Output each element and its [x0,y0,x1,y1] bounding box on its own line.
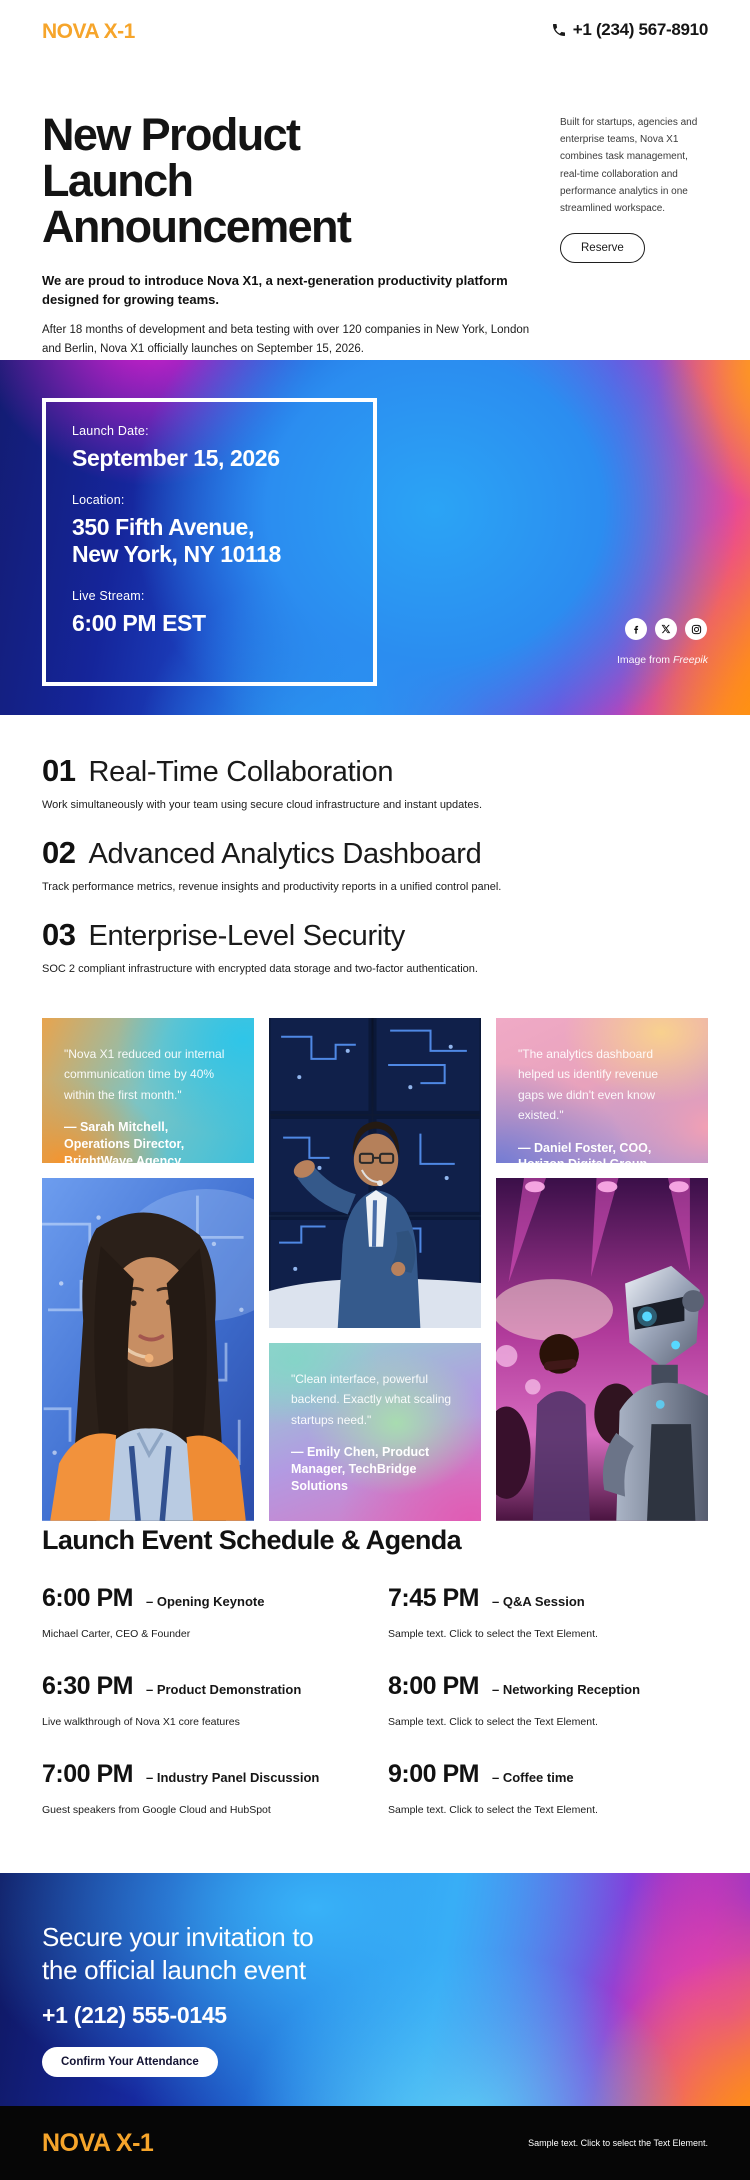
feature-1-number: 01 [42,753,76,788]
feature-3-description: SOC 2 compliant infrastructure with encrypted data storage and two-factor authentication. [42,963,478,975]
reserve-button[interactable]: Reserve [560,233,645,263]
social-links [625,618,707,640]
footer-note: Sample text. Click to select the Text Element. [528,2138,708,2148]
cta-title-line-2: the official launch event [42,1955,306,1986]
feature-1-title: Real-Time Collaboration [88,756,394,788]
schedule-time: 6:00 PM [42,1584,133,1612]
feature-3-number: 03 [42,917,76,952]
image-credit-prefix: Image from [616,654,671,666]
schedule-description: Sample text. Click to select the Text Element. [388,1804,598,1816]
schedule-description: Guest speakers from Google Cloud and HubSpot [42,1804,271,1816]
cta-section [0,1873,750,2106]
schedule-label: – Opening Keynote [145,1594,265,1609]
schedule-item-product-demo [42,1672,362,1728]
location-value [72,514,347,569]
image-credit-brand-link[interactable]: Freepik [672,654,708,666]
hero-left-column [42,109,547,360]
feature-3-title: Enterprise-Level Security [88,920,405,952]
gallery-section [0,1018,750,1492]
hero-lead: We are proud to introduce Nova X1, a next-generation productivity platform designed for growing teams. [42,272,508,307]
header [0,0,750,60]
schedule-section [0,1492,750,1873]
cta-title-line-1: Secure your invitation to [42,1922,314,1952]
instagram-link[interactable] [685,618,707,640]
schedule-label: – Coffee time [491,1770,574,1785]
testimonial-card-daniel [496,1018,708,1172]
launch-info-box [42,398,377,686]
cta-title [42,1921,708,1988]
schedule-label: – Q&A Session [491,1594,585,1609]
page-title-line-1: New Product [42,109,300,160]
x-icon [661,624,671,634]
x-link[interactable] [655,618,677,640]
photo-robot-launch-party [496,1178,708,1521]
header-phone-number: +1 (234) 567-8910 [572,20,708,39]
feature-2-number: 02 [42,835,76,870]
feature-1-heading [42,753,708,789]
testimonial-card-sarah [42,1018,254,1168]
livestream-value: 6:00 PM EST [72,609,206,636]
schedule-grid [42,1584,708,1816]
facebook-link[interactable] [625,618,647,640]
brand-logo: NOVA X-1 [42,20,135,43]
testimonial-quote: "Clean interface, powerful backend. Exactly what scaling startups need." [291,1372,452,1427]
feature-2-description: Track performance metrics, revenue insights and productivity reports in a unified control panel. [42,881,502,893]
testimonial-author: — Sarah Mitchell, Operations Director, BrightWave Agency [64,1120,185,1168]
feature-1-description: Work simultaneously with your team using secure cloud infrastructure and instant updates. [42,799,483,811]
schedule-item-industry-panel [42,1760,362,1816]
schedule-item-qa-session [388,1584,708,1640]
cta-phone-number[interactable]: +1 (212) 555-0145 [42,2001,227,2028]
launch-date-label: Launch Date: [72,424,149,438]
location-line-1: 350 Fifth Avenue, [72,513,254,540]
photo-conference-attendee-woman [42,1178,254,1521]
livestream-label: Live Stream: [72,588,145,603]
hero-section [0,60,750,360]
schedule-label: – Product Demonstration [145,1682,302,1697]
schedule-description: Live walkthrough of Nova X1 core features [42,1716,240,1728]
features-section [0,715,750,1018]
gallery-column-3 [496,1018,708,1521]
launch-banner [0,360,750,715]
gallery-column-1 [42,1018,254,1521]
schedule-description: Sample text. Click to select the Text Element. [388,1716,598,1728]
feature-item-1 [42,753,708,811]
schedule-item-networking-reception [388,1672,708,1728]
testimonial-card-emily [269,1343,481,1521]
schedule-item-coffee-time [388,1760,708,1816]
phone-icon [551,22,567,38]
footer [0,2106,750,2180]
header-phone-link[interactable] [551,20,708,40]
footer-brand-logo: NOVA X-1 [42,2128,154,2157]
schedule-description: Sample text. Click to select the Text Element. [388,1628,598,1640]
testimonial-author: — Daniel Foster, COO, Horizon Digital Group [518,1140,652,1172]
schedule-time: 8:00 PM [388,1672,479,1700]
confirm-attendance-button[interactable]: Confirm Your Attendance [42,2047,218,2077]
feature-2-heading [42,835,708,871]
testimonial-author: — Emily Chen, Product Manager, TechBridge Solutions [291,1445,430,1493]
schedule-title: Launch Event Schedule & Agenda [42,1525,462,1555]
schedule-time: 7:00 PM [42,1760,133,1788]
page-title [42,109,547,252]
facebook-icon [631,624,642,635]
photo-keynote-speaker [269,1018,481,1328]
launch-date-value: September 15, 2026 [72,445,280,471]
schedule-description: Michael Carter, CEO & Founder [42,1628,191,1640]
instagram-icon [691,624,702,635]
feature-2-title: Advanced Analytics Dashboard [88,838,482,870]
feature-3-heading [42,917,708,953]
location-label: Location: [72,492,125,507]
schedule-label: – Industry Panel Discussion [145,1770,320,1785]
schedule-time: 7:45 PM [388,1584,479,1612]
gallery-column-2 [269,1018,481,1521]
feature-item-3 [42,917,708,975]
schedule-time: 9:00 PM [388,1760,479,1788]
hero-right-column [560,112,708,360]
location-line-2: New York, NY 10118 [72,541,281,568]
testimonial-quote: "The analytics dashboard helped us identify revenue gaps we didn't even know existed." [518,1047,659,1123]
testimonial-quote: "Nova X1 reduced our internal communication time by 40% within the first month." [64,1047,225,1102]
schedule-time: 6:30 PM [42,1672,133,1700]
hero-aside-text: Built for startups, agencies and enterprise teams, Nova X1 combines task management, real-time collaboration and performance analytics in one streamlined workspace. [560,117,698,214]
feature-item-2 [42,835,708,893]
hero-body: After 18 months of development and beta testing with over 120 companies in New York, London and Berlin, Nova X1 officially launches on September 15, 2026. [42,324,530,355]
image-credit [617,654,708,666]
schedule-label: – Networking Reception [491,1682,641,1697]
page-title-line-2: Launch [42,154,193,206]
page-title-line-3: Announcement [42,200,351,252]
schedule-item-opening-keynote [42,1584,362,1640]
